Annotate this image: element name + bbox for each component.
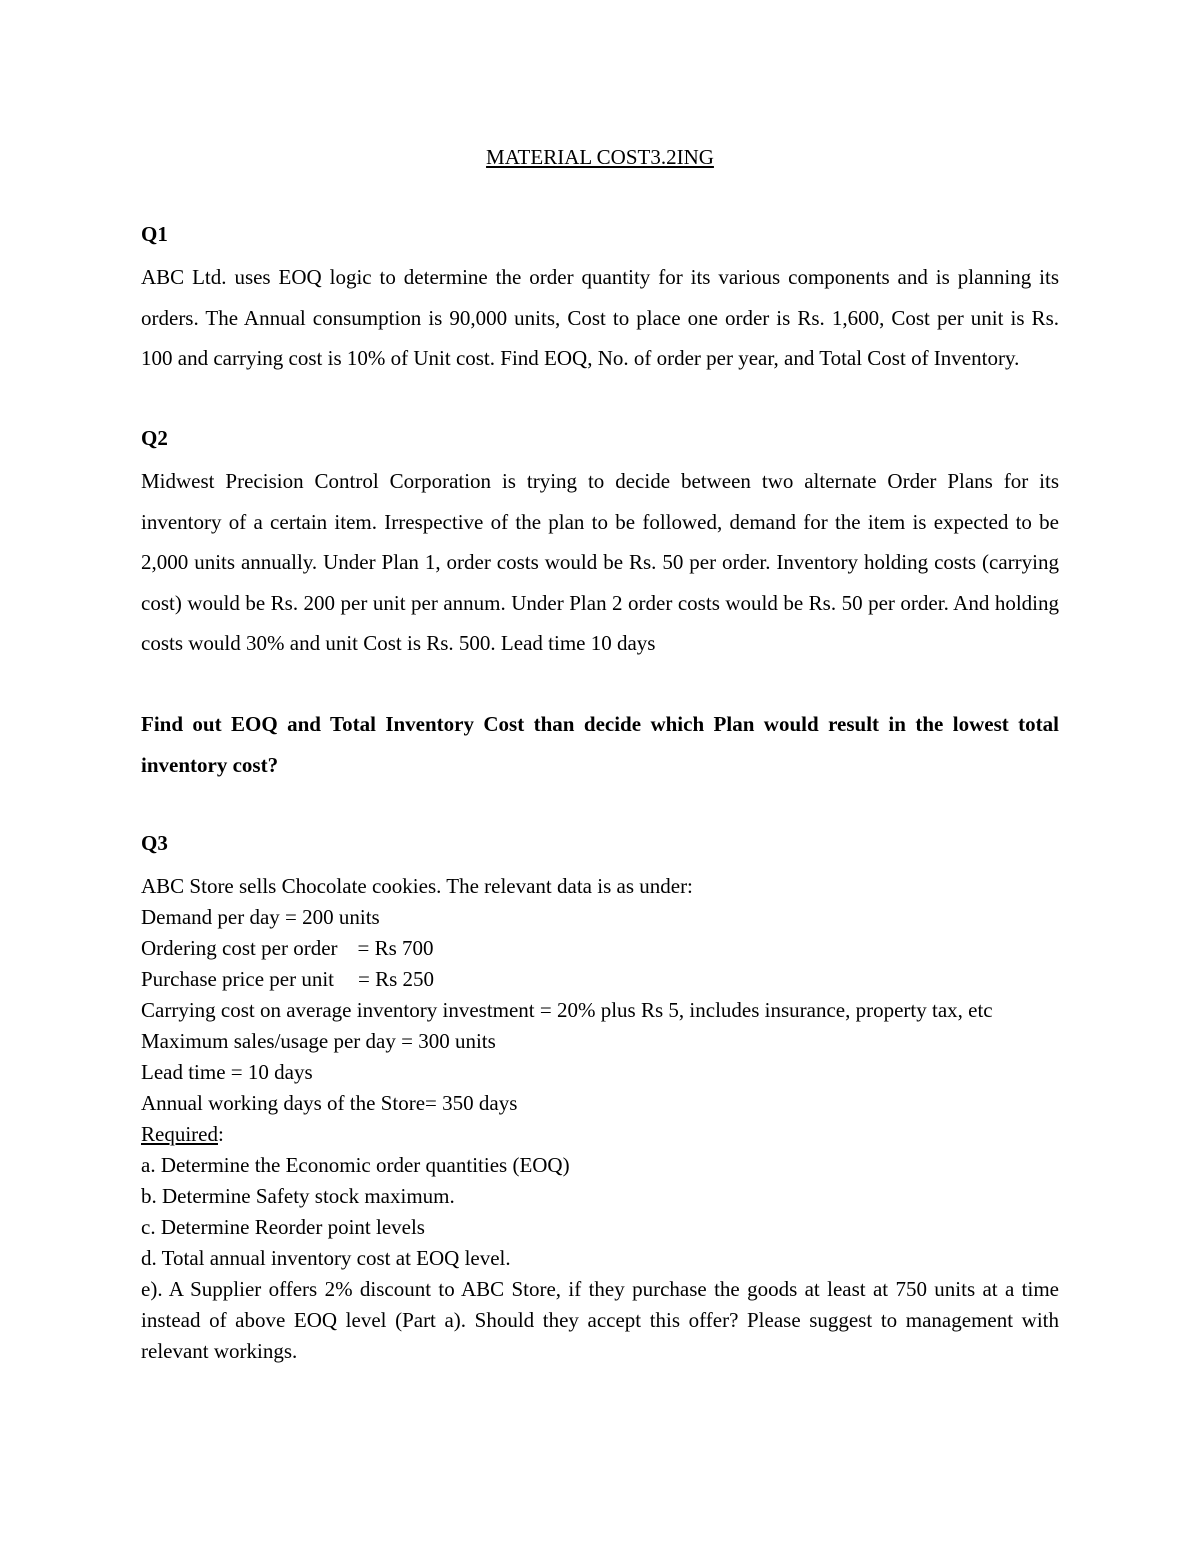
q3-required-colon: : [217, 1122, 224, 1146]
q2-question: Find out EOQ and Total Inventory Cost than decide which Plan would result in the lowest total inventory cost? [141, 712, 1059, 777]
q3-purchase-value: = Rs 250 [358, 967, 435, 991]
q3-item-c: c. Determine Reorder point levels [141, 1215, 425, 1239]
q3-working-days: Annual working days of the Store= 350 days [141, 1091, 518, 1115]
q3-required-label: Required [141, 1122, 218, 1146]
q1-heading: Q1 [141, 222, 168, 246]
q3-item-b: b. Determine Safety stock maximum. [141, 1184, 455, 1208]
q3-max-sales: Maximum sales/usage per day = 300 units [141, 1029, 496, 1053]
q2-text: Midwest Precision Control Corporation is trying to decide between two alternate Order Plans for its inventory of a certain item. Irrespective of the plan to be followed, demand for the item is expected to be 2,000 units annually. Under Plan 1, order costs would be Rs. 50 per order. Inventory holding costs (carrying cost) would be Rs. 200 per unit per annum. Under Plan 2 order costs would be Rs. 50 per order. And holding costs would 30% and unit Cost is Rs. 500. Lead time 10 days [141, 469, 1059, 655]
q3-lead-time: Lead time = 10 days [141, 1060, 313, 1084]
document-title: MATERIAL COST3.2ING [486, 145, 714, 169]
q3-ordering-cost [141, 933, 1059, 964]
q3-ordering-label: Ordering cost per order [141, 936, 338, 960]
q3-purchase-price [141, 964, 1059, 995]
q3-item-a: a. Determine the Economic order quantities (EOQ) [141, 1153, 570, 1177]
q3-item-d: d. Total annual inventory cost at EOQ level. [141, 1246, 511, 1270]
q3-intro: ABC Store sells Chocolate cookies. The relevant data is as under: [141, 874, 693, 898]
q3-required [141, 1119, 1059, 1150]
q3-heading: Q3 [141, 831, 168, 855]
q3-demand: Demand per day = 200 units [141, 905, 380, 929]
q3-carrying-cost: Carrying cost on average inventory investment = 20% plus Rs 5, includes insurance, property tax, etc [141, 998, 993, 1022]
q1-text: ABC Ltd. uses EOQ logic to determine the order quantity for its various components and is planning its orders. The Annual consumption is 90,000 units, Cost to place one order is Rs. 1,600, Cost per unit is Rs. 100 and carrying cost is 10% of Unit cost. Find EOQ, No. of order per year, and Total Cost of Inventory. [141, 265, 1059, 370]
q3-body [141, 871, 1059, 1367]
q3-item-e: e). A Supplier offers 2% discount to ABC Store, if they purchase the goods at least at 750 units at a time instead of above EOQ level (Part a). Should they accept this offer? Please suggest to management with relevant workings. [141, 1277, 1059, 1363]
q3-ordering-value: = Rs 700 [357, 936, 434, 960]
q2-heading: Q2 [141, 426, 168, 450]
q3-purchase-label: Purchase price per unit [141, 967, 335, 991]
